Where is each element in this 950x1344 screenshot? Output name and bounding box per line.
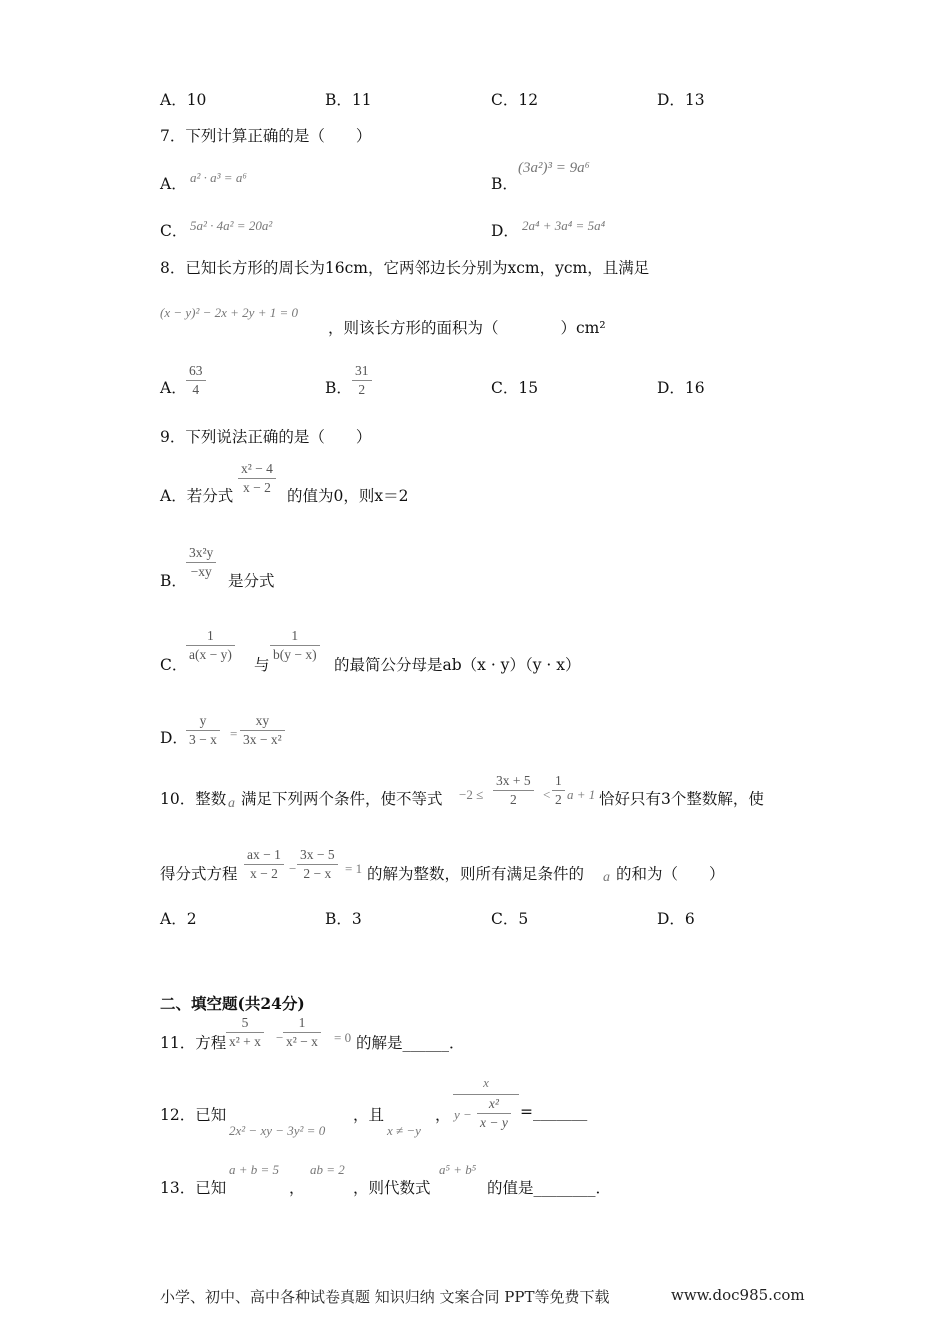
q9-c-fraction-1: 1 a(x − y) bbox=[186, 627, 235, 664]
q11-label: 11．方程 bbox=[160, 1034, 227, 1052]
q8-condition: (x − y)² − 2x + 2y + 1 = 0 bbox=[160, 305, 298, 320]
q8-condition-tail: ，则该长方形的面积为（ ）cm² bbox=[328, 319, 606, 337]
q11-minus: − bbox=[276, 1030, 284, 1045]
q12-comma: ， bbox=[435, 1106, 451, 1124]
q9-c-fraction-2: 1 b(y − x) bbox=[270, 627, 320, 664]
q9-a-label: A．若分式 bbox=[160, 487, 234, 505]
q11-fraction-2: 1 x² − x bbox=[283, 1014, 321, 1051]
q11-eq: = 0 bbox=[334, 1030, 352, 1045]
q12-condition-1: 2x² − xy − 3y² = 0 bbox=[229, 1123, 326, 1138]
q8-b-label: B． bbox=[325, 379, 352, 397]
q10-ineq-fraction: 3x + 5 2 bbox=[493, 772, 534, 809]
q12-complex-fraction: x y − x² x − y bbox=[453, 1074, 519, 1139]
q13-condition-1: a + b = 5 bbox=[229, 1162, 280, 1177]
q10-line2-a: 得分式方程 bbox=[160, 865, 238, 883]
q13-tail: 的值是________． bbox=[487, 1179, 612, 1197]
q10-line1-b: 满足下列两个条件，使不等式 bbox=[241, 790, 443, 808]
q10-line2-b: 的解为整数，则所有满足条件的 bbox=[367, 865, 585, 883]
q8-option-c: C．15 bbox=[491, 379, 539, 397]
q8-a-fraction: 63 4 bbox=[186, 362, 206, 399]
q6-option-b: B．11 bbox=[325, 91, 372, 109]
q11-tail: 的解是______． bbox=[356, 1034, 465, 1052]
q7-b-expr: (3a²)³ = 9a⁶ bbox=[518, 160, 590, 176]
q9-a-tail: 的值为0，则x＝2 bbox=[287, 487, 409, 505]
q9-d-label: D． bbox=[160, 729, 188, 747]
q9-c-tail: 的最简公分母是ab（x · y）（y · x） bbox=[334, 656, 581, 674]
q10-eq-rhs: = 1 bbox=[345, 861, 363, 876]
q7-stem: 7．下列计算正确的是（ ） bbox=[160, 127, 372, 145]
q10-eq-fraction-1: ax − 1 x − 2 bbox=[244, 846, 284, 883]
q12-tail: =_______ bbox=[520, 1103, 588, 1121]
q9-b-label: B． bbox=[160, 572, 187, 590]
q13-comma: ， bbox=[289, 1179, 305, 1197]
q7-a-label: A． bbox=[160, 175, 187, 193]
q12-condition-2: x ≠ −y bbox=[387, 1123, 421, 1138]
q13-condition-2: ab = 2 bbox=[310, 1162, 345, 1177]
q8-a-label: A． bbox=[160, 379, 187, 397]
q9-b-tail: 是分式 bbox=[228, 572, 275, 590]
q10-var-a: a bbox=[228, 796, 235, 811]
q9-b-fraction: 3x²y −xy bbox=[186, 544, 216, 581]
q10-line2-c: 的和为（ ） bbox=[616, 865, 725, 883]
q10-half-fraction: 1 2 bbox=[552, 772, 565, 809]
q10-option-a: A．2 bbox=[160, 910, 197, 928]
q10-line1-c: 恰好只有3个整数解，使 bbox=[599, 790, 764, 808]
q9-stem: 9．下列说法正确的是（ ） bbox=[160, 428, 372, 446]
q7-a-expr: a² · a³ = a⁶ bbox=[190, 170, 247, 185]
q12-label: 12．已知 bbox=[160, 1106, 227, 1124]
q6-option-a: A．10 bbox=[160, 91, 207, 109]
q10-option-b: B．3 bbox=[325, 910, 362, 928]
q6-option-c: C．12 bbox=[491, 91, 539, 109]
q8-b-fraction: 31 2 bbox=[352, 362, 372, 399]
q9-a-fraction: x² − 4 x − 2 bbox=[238, 460, 276, 497]
q6-option-d: D．13 bbox=[657, 91, 705, 109]
q7-b-label: B． bbox=[491, 175, 518, 193]
q9-d-fraction-1: y 3 − x bbox=[186, 712, 220, 749]
q7-d-label: D． bbox=[491, 222, 519, 240]
q9-c-mid: 与 bbox=[254, 656, 270, 674]
q10-var-a-2: a bbox=[603, 870, 610, 885]
q10-ineq-lt: < bbox=[543, 787, 551, 802]
q13-label: 13．已知 bbox=[160, 1179, 227, 1197]
q7-c-label: C． bbox=[160, 222, 188, 240]
q7-c-expr: 5a² · 4a² = 20a² bbox=[190, 218, 273, 233]
q11-fraction-1: 5 x² + x bbox=[226, 1014, 264, 1051]
q9-c-label: C． bbox=[160, 656, 188, 674]
footer-text: 小学、初中、高中各种试卷真题 知识归纳 文案合同 PPT等免费下载 bbox=[160, 1288, 610, 1306]
q13-mid: ，则代数式 bbox=[353, 1179, 431, 1197]
q9-d-equals: = bbox=[230, 726, 238, 741]
footer-url[interactable]: www.doc985.com bbox=[671, 1286, 805, 1304]
q10-eq-minus: − bbox=[289, 861, 297, 876]
q10-eq-fraction-2: 3x − 5 2 − x bbox=[297, 846, 338, 883]
section-title: 二、填空题(共24分) bbox=[160, 994, 305, 1013]
q13-expression: a⁵ + b⁵ bbox=[439, 1162, 477, 1177]
q10-option-c: C．5 bbox=[491, 910, 529, 928]
q10-ineq-left: −2 ≤ bbox=[459, 787, 484, 802]
q10-ineq-right: a + 1 bbox=[567, 787, 596, 802]
q7-d-expr: 2a⁴ + 3a⁴ = 5a⁴ bbox=[522, 218, 606, 233]
q9-d-fraction-2: xy 3x − x² bbox=[240, 712, 285, 749]
q12-and: ，且 bbox=[353, 1106, 385, 1124]
q10-option-d: D．6 bbox=[657, 910, 695, 928]
q10-line1-a: 10．整数 bbox=[160, 790, 227, 808]
q8-option-d: D．16 bbox=[657, 379, 705, 397]
q8-stem: 8．已知长方形的周长为16cm，它两邻边长分别为xcm，ycm，且满足 bbox=[160, 259, 650, 277]
